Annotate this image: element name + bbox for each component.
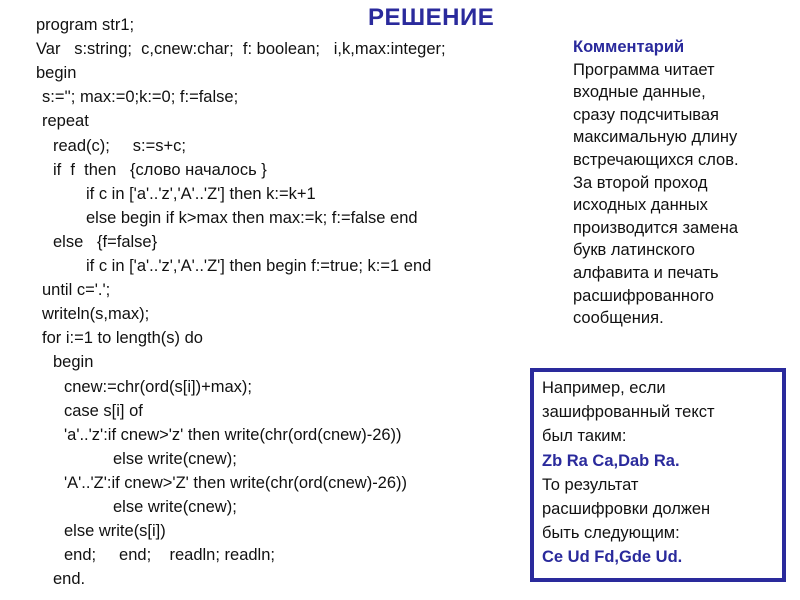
example-text: зашифрованный текст [542,403,715,422]
code-line: if f then {слово началось } [53,160,267,179]
code-line: else write(cnew); [113,498,237,516]
comment-heading: Комментарий [573,38,685,56]
code-line: writeln(s,max); [42,305,150,324]
code-line: begin [53,353,94,372]
code-line: program str1; [36,16,135,34]
example-text: Например, если [542,379,666,397]
example-text: быть следующим: [542,524,680,543]
example-text: был таким: [542,427,627,446]
code-line: if c in ['a'..'z','A'..'Z'] then k:=k+1 [86,184,316,203]
slide-title: РЕШЕНИЕ [368,4,495,31]
code-line: else write(cnew); [113,449,237,468]
comment-line: максимальную длину [573,128,738,147]
comment-line: букв латинского [573,241,695,260]
comment-line: За второй проход [573,173,708,192]
code-line: else {f=false} [53,232,158,251]
comment-line: сразу подсчитывая [573,105,719,124]
code-line: until c='.'; [42,281,111,300]
comment-line: сообщения. [573,309,664,328]
code-line: end. [53,570,86,589]
decrypted-text: Ce Ud Fd,Gde Ud. [542,548,683,567]
comment-line: алфавита и печать [573,263,719,282]
code-line: end; end; readln; readln; [64,546,275,565]
comment-line: исходных данных [573,196,708,215]
code-line: cnew:=chr(ord(s[i])+max); [64,377,252,396]
code-line: else begin if k>max then max:=k; f:=false end [86,208,418,227]
comment-line: расшифрованного [573,286,714,305]
example-text: То результат [542,475,639,494]
code-line: begin [36,64,77,83]
code-line: 'a'..'z':if cnew>'z' then write(chr(ord(cnew)-26)) [64,425,402,444]
code-line: Var s:string; c,cnew:char; f: boolean; i,k,max:integer; [36,40,446,59]
code-line: 'A'..'Z':if cnew>'Z' then write(chr(ord(cnew)-26)) [64,473,408,492]
code-line: read(c); s:=s+c; [53,136,186,155]
code-line: else write(s[i]) [64,522,166,541]
comment-line: Программа читает [573,60,715,79]
code-line: if c in ['a'..'z','A'..'Z'] then begin f:=true; k:=1 end [86,257,432,275]
comment-panel [573,36,783,330]
encrypted-text: Zb Ra Ca,Dab Ra. [542,451,680,470]
code-line: s:=''; max:=0;k:=0; f:=false; [42,88,239,107]
comment-line: производится замена [573,218,738,237]
code-line: case s[i] of [64,401,143,420]
code-line: repeat [42,112,89,131]
comment-line: встречающихся слов. [573,150,739,169]
example-box [530,368,786,582]
comment-line: входные данные, [573,83,706,102]
example-text: расшифровки должен [542,500,711,519]
code-line: for i:=1 to length(s) do [42,329,203,348]
